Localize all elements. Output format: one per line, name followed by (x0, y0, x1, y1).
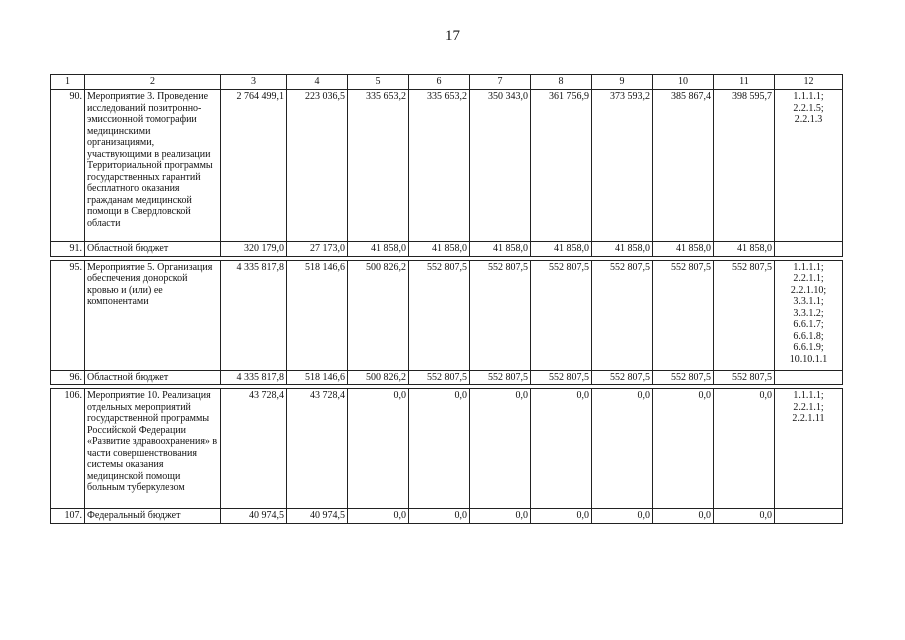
amount-cell: 398 595,7 (714, 90, 775, 242)
amount-cell: 500 826,2 (348, 260, 409, 370)
column-header: 3 (221, 75, 287, 90)
table-row (51, 389, 843, 509)
target-code: 1.1.1.1; (793, 91, 824, 102)
column-header: 11 (714, 75, 775, 90)
column-header: 4 (287, 75, 348, 90)
amount-cell: 0,0 (714, 509, 775, 524)
amount-cell: 0,0 (470, 389, 531, 509)
target-codes (775, 260, 843, 370)
amount-cell: 41 858,0 (348, 242, 409, 257)
activity-name: Мероприятие 10. Реализация отдельных мероприятий государственной программы Российской Федерации «Развитие здравоохранения» в части совершенствования системы оказания медицинской помощи больным туберкулезом (85, 389, 221, 509)
amount-cell: 0,0 (409, 509, 470, 524)
amount-cell: 2 764 499,1 (221, 90, 287, 242)
target-code: 6.6.1.9; (793, 342, 824, 353)
table-row (51, 509, 843, 524)
target-code: 3.3.1.2; (793, 307, 824, 319)
amount-cell: 552 807,5 (409, 260, 470, 370)
amount-cell: 552 807,5 (714, 370, 775, 385)
activity-name: Мероприятие 5. Организация обеспечения донорской кровью и (или) ее компонентами (85, 260, 221, 370)
amount-cell: 518 146,6 (287, 260, 348, 370)
amount-cell: 0,0 (348, 389, 409, 509)
amount-cell: 4 335 817,8 (221, 260, 287, 370)
target-code: 1.1.1.1; (793, 261, 824, 273)
amount-cell: 0,0 (653, 509, 714, 524)
amount-cell: 552 807,5 (592, 370, 653, 385)
amount-cell: 43 728,4 (287, 389, 348, 509)
amount-cell: 0,0 (714, 389, 775, 509)
column-header: 9 (592, 75, 653, 90)
amount-cell: 0,0 (409, 389, 470, 509)
column-header: 5 (348, 75, 409, 90)
amount-cell: 373 593,2 (592, 90, 653, 242)
amount-cell: 40 974,5 (287, 509, 348, 524)
amount-cell: 552 807,5 (531, 370, 592, 385)
row-number: 106. (51, 389, 85, 509)
amount-cell: 500 826,2 (348, 370, 409, 385)
amount-cell: 552 807,5 (592, 260, 653, 370)
target-code: 2.2.1.1; (793, 273, 824, 284)
amount-cell: 385 867,4 (653, 90, 714, 242)
target-code: 2.2.1.1; (793, 401, 824, 413)
amount-cell: 552 807,5 (470, 370, 531, 385)
amount-cell: 0,0 (592, 389, 653, 509)
amount-cell: 41 858,0 (653, 242, 714, 257)
amount-cell: 552 807,5 (653, 260, 714, 370)
target-code: 1.1.1.1; (793, 390, 824, 401)
column-header: 1 (51, 75, 85, 90)
amount-cell: 518 146,6 (287, 370, 348, 385)
amount-cell: 350 343,0 (470, 90, 531, 242)
amount-cell: 320 179,0 (221, 242, 287, 257)
table-row (51, 260, 843, 370)
amount-cell: 552 807,5 (470, 260, 531, 370)
amount-cell: 0,0 (348, 509, 409, 524)
target-code: 6.6.1.7; (793, 319, 824, 330)
column-header: 10 (653, 75, 714, 90)
budget-table (50, 74, 843, 524)
row-number: 91. (51, 242, 85, 257)
amount-cell: 41 858,0 (592, 242, 653, 257)
budget-source: Областной бюджет (85, 370, 221, 385)
target-codes (775, 389, 843, 509)
column-header: 6 (409, 75, 470, 90)
target-codes (775, 242, 843, 257)
page-number: 17 (445, 28, 460, 44)
table-row (51, 242, 843, 257)
amount-cell: 0,0 (531, 389, 592, 509)
amount-cell: 552 807,5 (531, 260, 592, 370)
target-codes (775, 370, 843, 385)
row-number: 90. (51, 90, 85, 242)
amount-cell: 0,0 (592, 509, 653, 524)
target-code: 2.2.1.3 (794, 114, 823, 125)
amount-cell: 552 807,5 (653, 370, 714, 385)
amount-cell: 0,0 (653, 389, 714, 509)
header-row (51, 75, 843, 90)
activity-name: Мероприятие 3. Проведение исследований позитронно-эмиссионной томографии медицинскими организациями, участвующими в реализации Территориальной программы государственных гарантий бесплатного оказания гражданам медицинской помощи в Свердловской области (85, 90, 221, 242)
target-codes (775, 90, 843, 242)
amount-cell: 552 807,5 (409, 370, 470, 385)
amount-cell: 40 974,5 (221, 509, 287, 524)
target-code: 10.10.1.1 (789, 353, 828, 365)
row-number: 95. (51, 260, 85, 370)
column-header: 2 (85, 75, 221, 90)
row-number: 107. (51, 509, 85, 524)
amount-cell: 552 807,5 (714, 260, 775, 370)
target-code: 2.2.1.5; (793, 102, 824, 114)
column-header: 12 (775, 75, 843, 90)
table-row (51, 90, 843, 242)
column-header: 8 (531, 75, 592, 90)
amount-cell: 27 173,0 (287, 242, 348, 257)
target-code: 6.6.1.8; (793, 330, 824, 342)
budget-source: Областной бюджет (85, 242, 221, 257)
amount-cell: 41 858,0 (470, 242, 531, 257)
amount-cell: 4 335 817,8 (221, 370, 287, 385)
target-code: 2.2.1.11 (792, 413, 825, 424)
amount-cell: 0,0 (531, 509, 592, 524)
target-code: 3.3.1.1; (793, 296, 824, 307)
amount-cell: 335 653,2 (409, 90, 470, 242)
budget-source: Федеральный бюджет (85, 509, 221, 524)
target-codes (775, 509, 843, 524)
amount-cell: 41 858,0 (531, 242, 592, 257)
amount-cell: 223 036,5 (287, 90, 348, 242)
amount-cell: 0,0 (470, 509, 531, 524)
amount-cell: 43 728,4 (221, 389, 287, 509)
amount-cell: 41 858,0 (714, 242, 775, 257)
amount-cell: 361 756,9 (531, 90, 592, 242)
amount-cell: 335 653,2 (348, 90, 409, 242)
column-header: 7 (470, 75, 531, 90)
amount-cell: 41 858,0 (409, 242, 470, 257)
target-code: 2.2.1.10; (790, 284, 827, 296)
table-row (51, 370, 843, 385)
row-number: 96. (51, 370, 85, 385)
